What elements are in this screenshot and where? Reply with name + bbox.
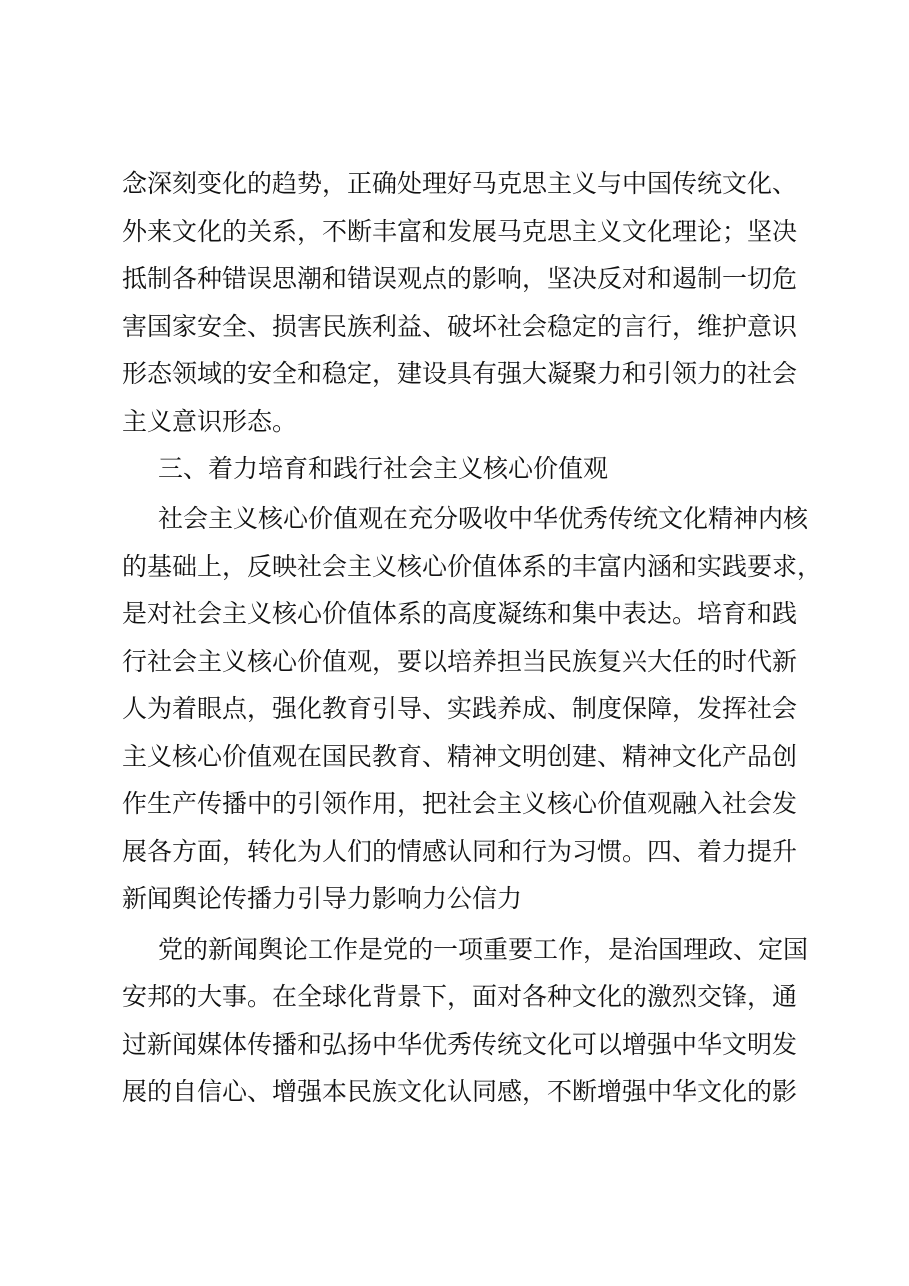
text-line: 安邦的大事。在全球化背景下，面对各种文化的激烈交锋，通 (122, 982, 798, 1011)
text-line: 是对社会主义核心价值体系的高度凝练和集中表达。培育和践 (122, 599, 798, 628)
text-line: 的基础上，反映社会主义核心价值体系的丰富内涵和实践要求， (122, 552, 823, 581)
text-line: 社会主义核心价值观在充分吸收中华优秀传统文化精神内核 (158, 504, 809, 533)
text-line: 作生产传播中的引领作用，把社会主义核心价值观融入社会发 (122, 789, 798, 818)
text-line: 行社会主义核心价值观，要以培养担当民族复兴大任的时代新 (122, 647, 798, 676)
text-line: 抵制各种错误思潮和错误观点的影响，坚决反对和遏制一切危 (122, 264, 798, 293)
text-line: 展各方面，转化为人们的情感认同和行为习惯。四、着力提升 (122, 837, 798, 866)
text-line: 新闻舆论传播力引导力影响力公信力 (122, 884, 523, 913)
text-line: 害国家安全、损害民族利益、破坏社会稳定的言行，维护意识 (122, 312, 798, 341)
text-line: 外来文化的关系，不断丰富和发展马克思主义文化理论；坚决 (122, 217, 798, 246)
text-line: 过新闻媒体传播和弘扬中华优秀传统文化可以增强中华文明发 (122, 1030, 798, 1059)
text-line: 主义意识形态。 (122, 407, 298, 436)
text-line: 主义核心价值观在国民教育、精神文明创建、精神文化产品创 (122, 742, 798, 771)
text-line: 形态领域的安全和稳定，建设具有强大凝聚力和引领力的社会 (122, 359, 798, 388)
text-line: 人为着眼点，强化教育引导、实践养成、制度保障，发挥社会 (122, 694, 798, 723)
text-line: 党的新闻舆论工作是党的一项重要工作，是治国理政、定国 (158, 935, 809, 964)
text-line: 念深刻变化的趋势，正确处理好马克思主义与中国传统文化、 (122, 169, 798, 198)
section-heading: 三、着力培育和践行社会主义核心价值观 (158, 454, 609, 483)
text-line: 展的自信心、增强本民族文化认同感，不断增强中华文化的影 (122, 1077, 798, 1106)
